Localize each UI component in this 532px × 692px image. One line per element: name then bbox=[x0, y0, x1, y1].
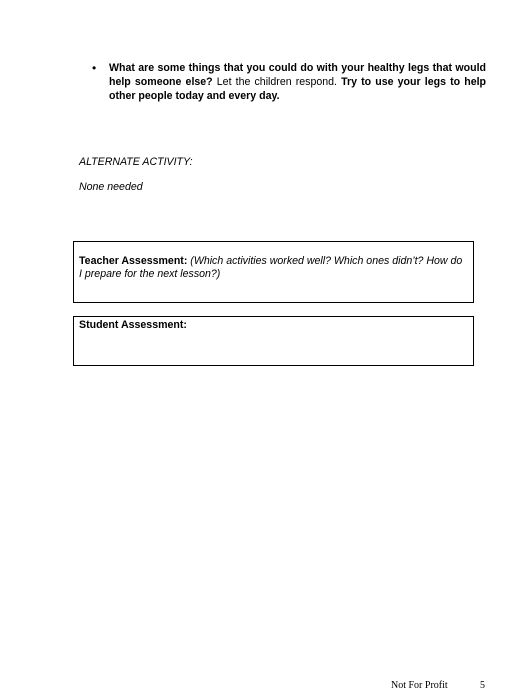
page-number: 5 bbox=[480, 680, 485, 691]
alternate-activity-body: None needed bbox=[79, 181, 143, 193]
alternate-activity-heading: ALTERNATE ACTIVITY: bbox=[79, 156, 193, 168]
response-text: Let the children respond. bbox=[212, 76, 342, 88]
student-assessment-label: Student Assessment: bbox=[79, 319, 187, 331]
student-assessment-text bbox=[74, 317, 473, 332]
footer-text: Not For Profit bbox=[391, 680, 448, 691]
teacher-assessment-prompt: (Which activities worked well? Which ones didn’t? How do I prepare for the next lesson?) bbox=[79, 255, 463, 280]
teacher-assessment-box bbox=[73, 241, 474, 303]
teacher-assessment-label: Teacher Assessment: bbox=[79, 255, 188, 267]
bullet-point: • bbox=[92, 61, 97, 75]
closing-text: Try to use your legs to help other people today and every day. bbox=[109, 76, 487, 102]
student-assessment-box bbox=[73, 316, 474, 366]
bullet-item bbox=[92, 61, 486, 103]
bullet-text bbox=[109, 61, 486, 103]
question-text: What are some things that you could do with your healthy legs that would help someone else? bbox=[109, 62, 486, 88]
teacher-assessment-text bbox=[74, 242, 473, 281]
